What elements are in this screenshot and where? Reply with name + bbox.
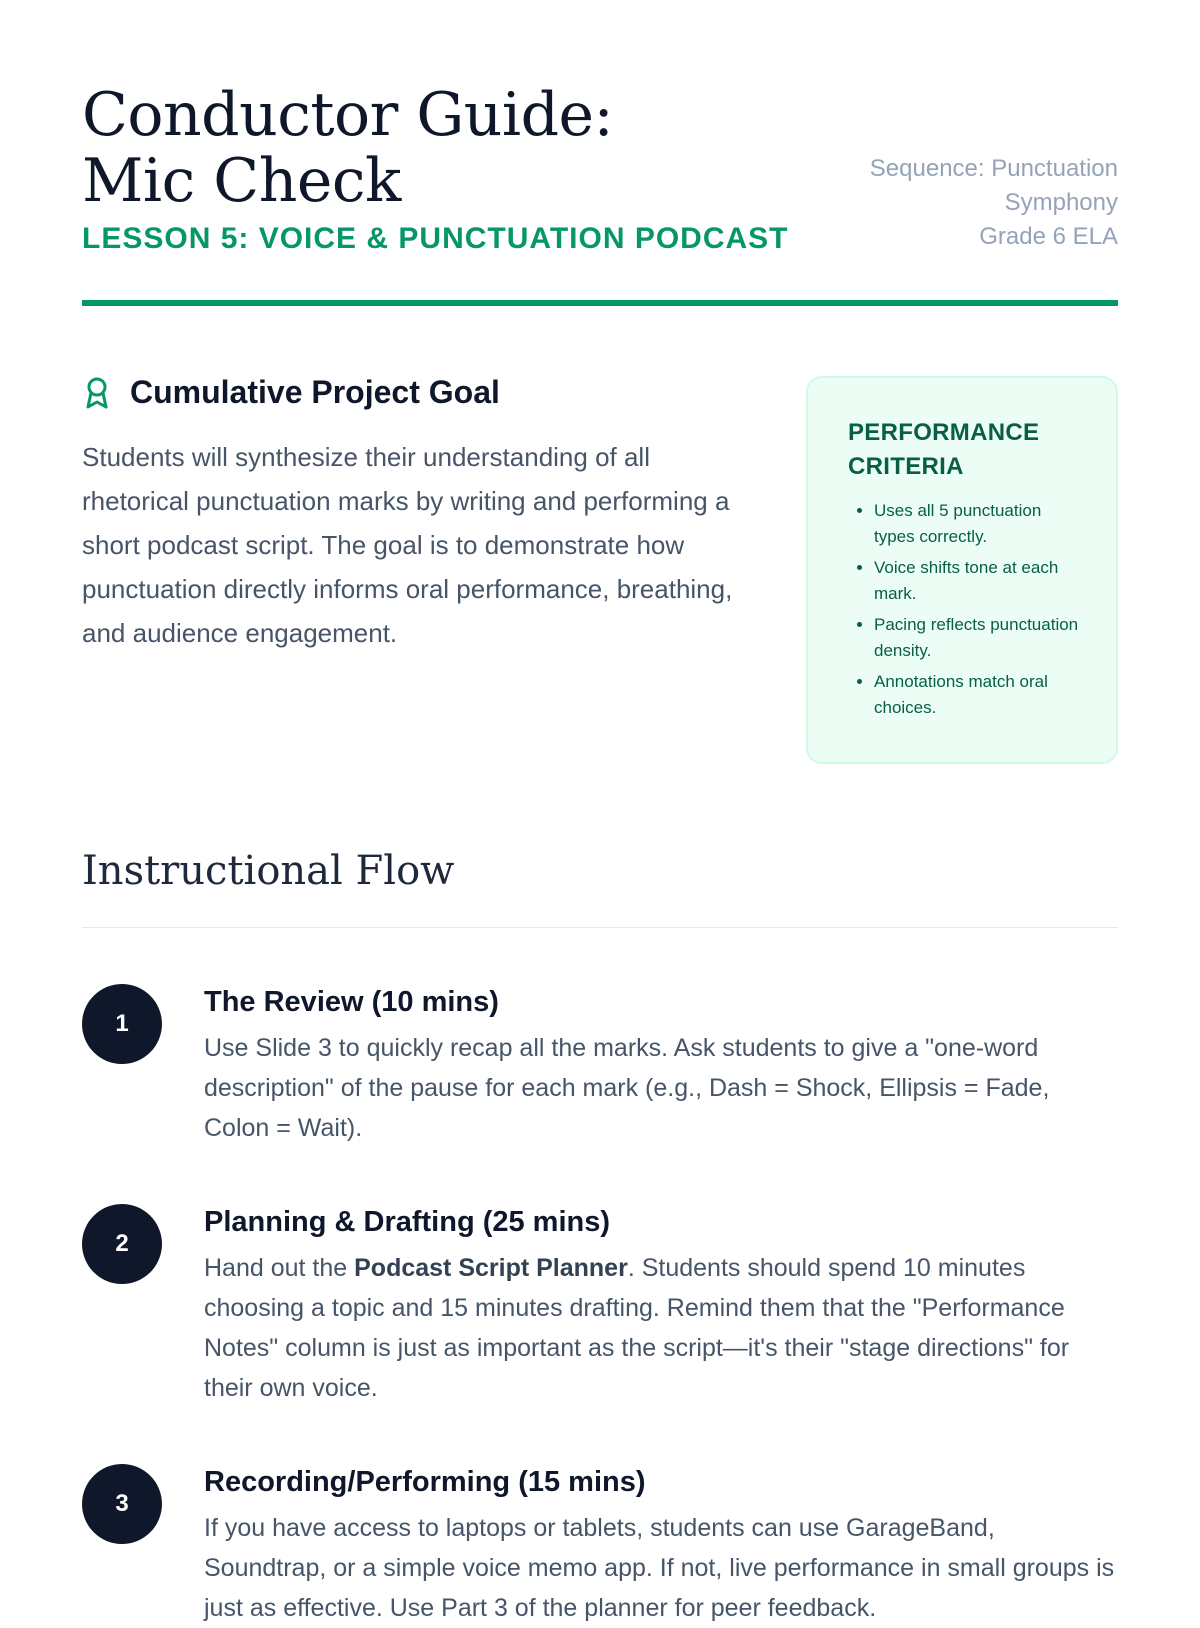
title-block xyxy=(82,82,789,256)
step-list xyxy=(82,982,1118,1628)
criteria-item: • Annotations match oral choices. xyxy=(874,669,1086,721)
criteria-item: • Uses all 5 punctuation types correctly. xyxy=(874,498,1086,550)
step-number-badge: 3 xyxy=(82,1464,162,1544)
step-title: Recording/Performing (15 mins) xyxy=(204,1466,646,1499)
step-item xyxy=(82,1462,1118,1628)
criteria-item: • Voice shifts tone at each mark. xyxy=(874,555,1086,607)
header-divider xyxy=(82,300,1118,306)
step-text-pre: Hand out the xyxy=(204,1254,355,1283)
step-item xyxy=(82,1202,1118,1408)
goal-description: Students will synthesize their understanding of all rhetorical punctuation marks by writing and performing a short podcast script. The goal is to demonstrate how punctuation directly informs oral performance, breathing, and audience engagement. xyxy=(82,442,733,648)
step-number-badge: 2 xyxy=(82,1204,162,1284)
flow-divider xyxy=(82,927,1118,928)
grade-label: Grade 6 ELA xyxy=(979,223,1118,250)
step-body xyxy=(204,982,1118,1148)
goal-heading xyxy=(82,374,742,411)
step-title: The Review (10 mins) xyxy=(204,986,499,1019)
goal-section xyxy=(82,374,1118,764)
page-header xyxy=(82,0,1118,256)
step-description: If you have access to laptops or tablets, students can use GarageBand, Soundtrap, or a simple voice memo app. If not, live performance in small groups is just as effective. Use Part 3 of the planner for peer feedback. xyxy=(204,1514,1115,1623)
lesson-meta xyxy=(838,152,1118,254)
instructional-flow xyxy=(82,848,1118,1628)
page-title: Conductor Guide: Mic Check xyxy=(82,80,614,216)
planner-name: Podcast Script Planner xyxy=(354,1254,628,1283)
project-goal xyxy=(82,374,742,764)
criteria-item: • Pacing reflects punctuation density. xyxy=(874,612,1086,664)
criteria-title: PERFORMANCE CRITERIA xyxy=(848,419,1040,480)
step-body xyxy=(204,1462,1118,1628)
step-description: Use Slide 3 to quickly recap all the marks. Ask students to give a "one-word description" of the pause for each mark (e.g., Dash = Shock, Ellipsis = Fade, Colon = Wait). xyxy=(204,1034,1050,1143)
step-title: Planning & Drafting (25 mins) xyxy=(204,1206,611,1239)
flow-title: Instructional Flow xyxy=(82,848,455,894)
performance-criteria-card xyxy=(806,376,1118,764)
award-icon xyxy=(82,376,112,410)
sequence-label: Sequence: Punctuation Symphony xyxy=(869,155,1118,216)
step-body xyxy=(204,1202,1118,1408)
goal-title: Cumulative Project Goal xyxy=(130,374,500,410)
step-text-post: . Students should spend 10 minutes choosing a topic and 15 minutes drafting. Remind them that the "Performance Notes" column is just as important as the script—it's their "stage directions" for their own voice. xyxy=(204,1254,1070,1403)
criteria-list xyxy=(848,498,1086,721)
step-description xyxy=(204,1248,1118,1408)
step-number-badge: 1 xyxy=(82,984,162,1064)
step-item xyxy=(82,982,1118,1148)
lesson-subtitle: LESSON 5: VOICE & PUNCTUATION PODCAST xyxy=(82,222,789,255)
